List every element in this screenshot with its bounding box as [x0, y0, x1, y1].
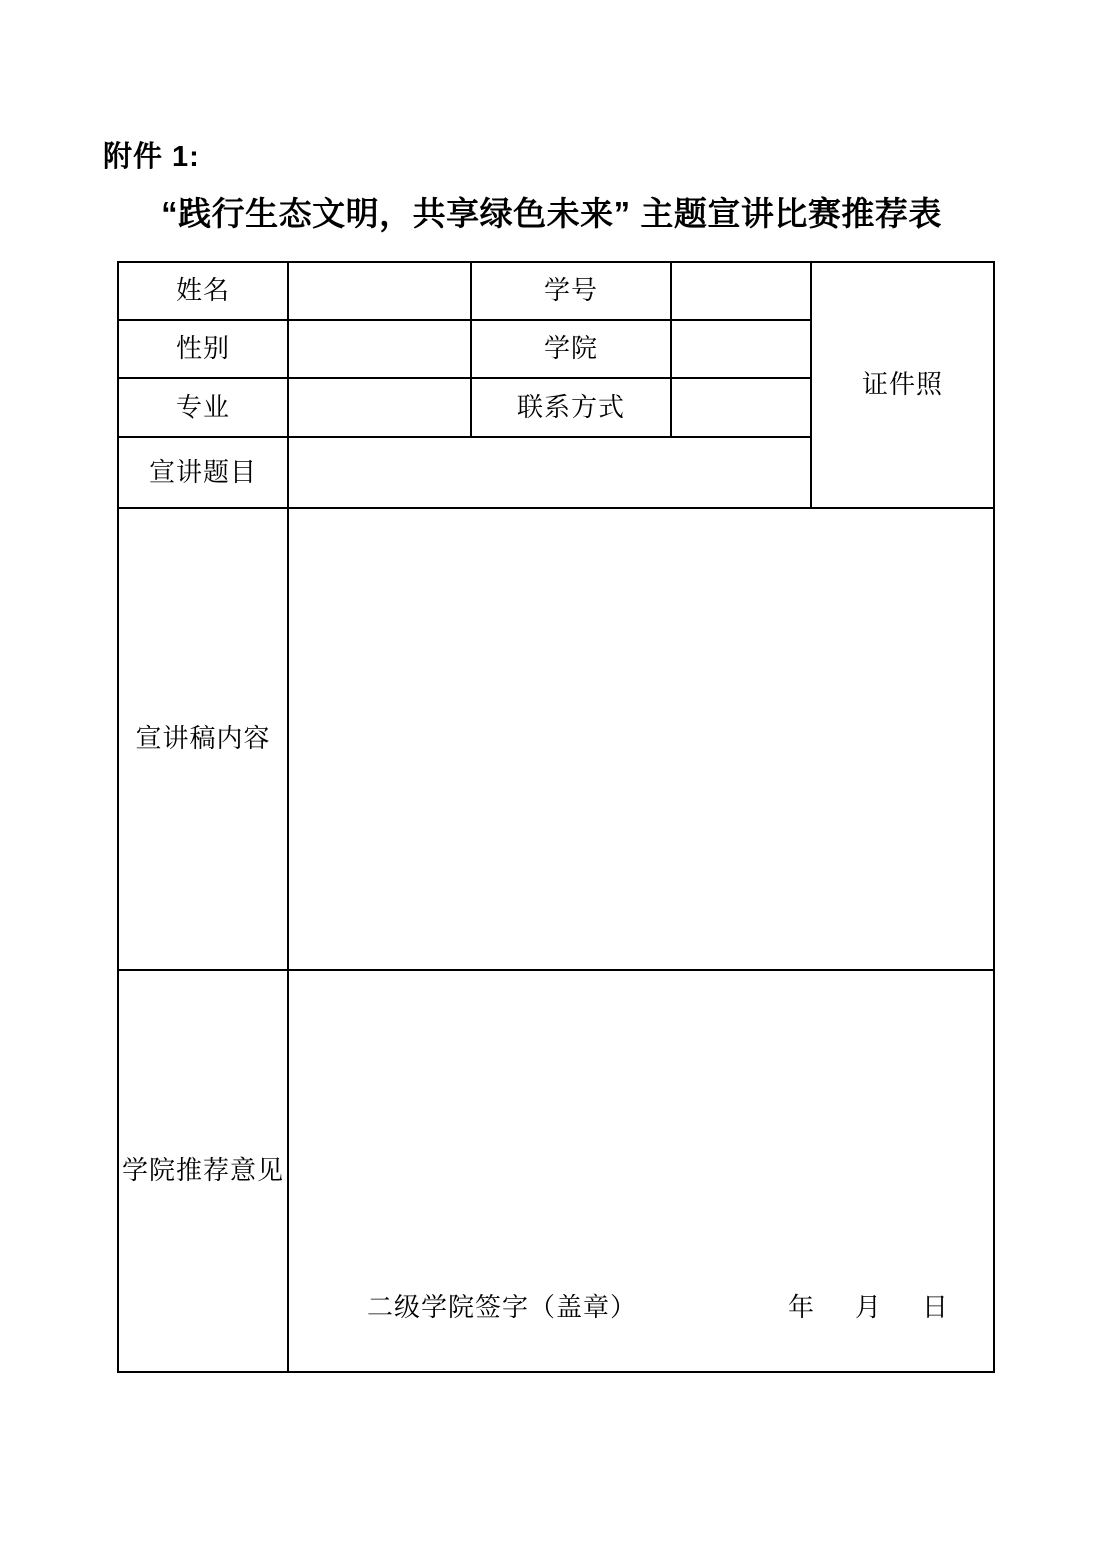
student-id-input-cell[interactable]	[671, 262, 811, 320]
table-row	[118, 262, 994, 320]
speech-title-input-cell[interactable]	[288, 437, 811, 508]
major-label: 专业	[118, 378, 288, 437]
day-label: 日	[921, 1293, 949, 1322]
attachment-label: 附件 1:	[103, 141, 200, 173]
student-id-label: 学号	[471, 262, 671, 320]
date-fields	[788, 1287, 949, 1324]
speech-content-input-cell[interactable]	[288, 508, 994, 970]
year-label: 年	[787, 1293, 815, 1322]
table-row	[118, 508, 994, 970]
speech-title-label: 宣讲题目	[118, 437, 288, 508]
table-row	[118, 970, 994, 1372]
contact-input-cell[interactable]	[671, 378, 811, 437]
recommendation-form-table	[117, 261, 995, 1373]
recommendation-cell	[288, 970, 994, 1372]
signature-line	[289, 1287, 993, 1370]
college-signature-label: 二级学院签字（盖章）	[367, 1293, 638, 1322]
major-input-cell[interactable]	[288, 378, 471, 437]
name-input-cell[interactable]	[288, 262, 471, 320]
name-label: 姓名	[118, 262, 288, 320]
speech-content-label: 宣讲稿内容	[118, 508, 288, 970]
college-label: 学院	[471, 320, 671, 378]
recommendation-label: 学院推荐意见	[118, 970, 288, 1372]
month-label: 月	[854, 1293, 882, 1322]
college-input-cell[interactable]	[671, 320, 811, 378]
gender-label: 性别	[118, 320, 288, 378]
recommendation-input-cell[interactable]	[289, 972, 993, 1287]
page-title: “践行生态文明，共享绿色未来” 主题宣讲比赛推荐表	[161, 195, 942, 232]
contact-label: 联系方式	[471, 378, 671, 437]
id-photo-cell: 证件照	[811, 262, 994, 508]
gender-input-cell[interactable]	[288, 320, 471, 378]
